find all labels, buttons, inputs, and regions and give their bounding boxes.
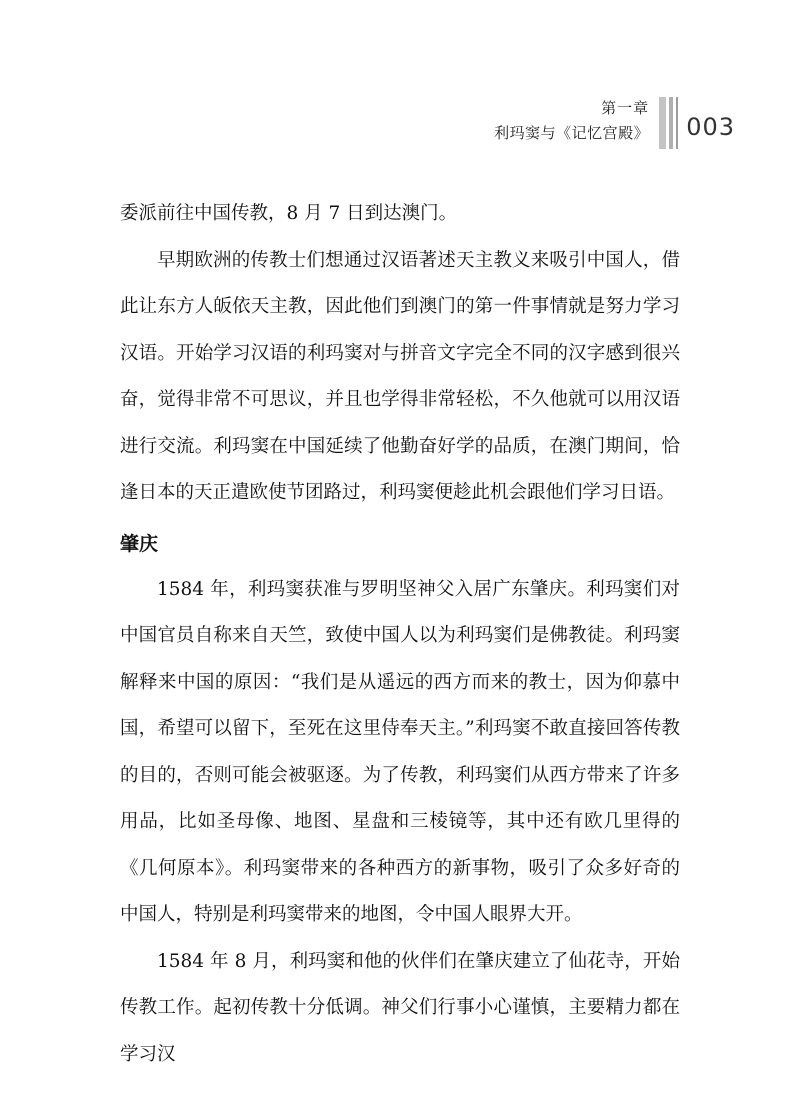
header-bar-medium: [669, 97, 673, 149]
page-body: [120, 191, 680, 1078]
paragraph-zhaoqing-1584: 1584 年，利玛窦获准与罗明坚神父入居广东肇庆。利玛窦们对中国官员自称来自天竺，致使中国人以为利玛窦们是佛教徒。利玛窦解释来中国的原因：“我们是从遥远的西方而来的教士，因为仰慕中国，希望可以留下，至死在这里侍奉天主。”利玛窦不敢直接回答传教的目的，否则可能会被驱逐。为了传教，利玛窦们从西方带来了许多用品，比如圣母像、地图、星盘和三棱镜等，其中还有欧几里得的《几何原本》。利玛窦带来的各种西方的新事物，吸引了众多好奇的中国人，特别是利玛窦带来的地图，令中国人眼界大开。: [120, 578, 680, 925]
header-bar-wide: [659, 97, 666, 149]
header-text: [494, 98, 649, 144]
section-heading-zhaoqing: 肇庆: [120, 532, 159, 555]
paragraph-continuation: 委派前往中国传教，8 月 7 日到达澳门。: [120, 203, 458, 224]
chapter-title: 利玛窦与《记忆宫殿》: [494, 124, 650, 142]
page-number: 003: [686, 113, 735, 141]
header-bar-thin: [676, 97, 678, 149]
header-decorative-bars: [659, 97, 678, 149]
chapter-number: 第一章: [601, 99, 650, 117]
paragraph-missionaries-learning-chinese: 早期欧洲的传教士们想通过汉语著述天主教义来吸引中国人，借此让东方人皈依天主教，因此他们到澳门的第一件事情就是努力学习汉语。开始学习汉语的利玛窦对与拼音文字完全不同的汉字感到很兴奋，觉得非常不可思议，并且也学得非常轻松，不久他就可以用汉语进行交流。利玛窦在中国延续了他勤奋好学的品质，在澳门期间，恰逢日本的天正遣欧使节团路过，利玛窦便趁此机会跟他们学习日语。: [120, 249, 680, 503]
paragraph-xianhua-temple: 1584 年 8 月，利玛窦和他的伙伴们在肇庆建立了仙花寺，开始传教工作。起初传教十分低调。神父们行事小心谨慎，主要精力都在学习汉: [120, 950, 680, 1065]
running-header: [494, 97, 735, 151]
